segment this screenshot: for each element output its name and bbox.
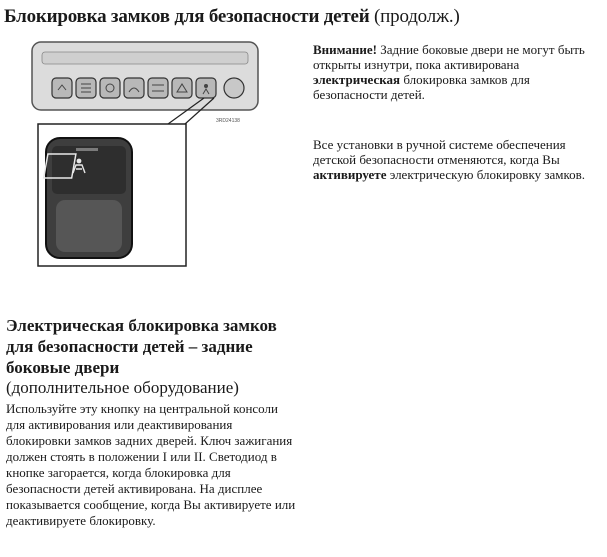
note-bold-term: активируете [313,167,387,182]
console-drawing [30,40,270,270]
console-button-1 [52,78,72,98]
console-button-5 [148,78,168,98]
console-vent [42,52,248,64]
console-illustration [30,40,270,270]
warning-text-1: Задние боковые двери не могут быть открыты изнутри, пока активирована [313,42,585,72]
button-upper-face [52,146,126,194]
figure-code: 3RD24138 [216,118,240,124]
note-text-2: электрическую блокировку замков. [386,167,586,182]
page-title [4,6,460,28]
button-glyph-child [204,84,208,88]
console-knob [224,78,244,98]
warning-paragraph [313,42,603,102]
warning-text-2: блокировка замков для безопасности детей. [313,72,530,102]
warning-label: Внимание! [313,42,377,57]
note-text-1: Все установки в ручной системе обеспечения детской безопасности отменяются, когда Вы [313,137,566,167]
section-heading: Электрическая блокировка замков для безопасности детей – задние боковые двери [6,316,277,377]
button-lower-face [56,200,122,252]
title-main: Блокировка замков для безопасности детей [4,6,370,27]
warning-bold-term: электрическая [313,72,401,87]
section-subheading: (дополнительное оборудование) [6,378,239,397]
title-suffix: (продолж.) [369,6,460,27]
note-paragraph [313,137,603,182]
button-led [76,148,98,151]
section-body: Используйте эту кнопку на центральной консоли для активирования или деактивирования блокировки замков задних дверей. Ключ зажигания должен стоять в положении I или II. Светодиод в кнопке загорается, когда блокировка для безопасности детей активирована. На дисплее показывается сообщение, когда Вы активируете или деактивируете блокировку. [6,401,296,528]
console-button-6 [172,78,192,98]
console-button-3 [100,78,120,98]
